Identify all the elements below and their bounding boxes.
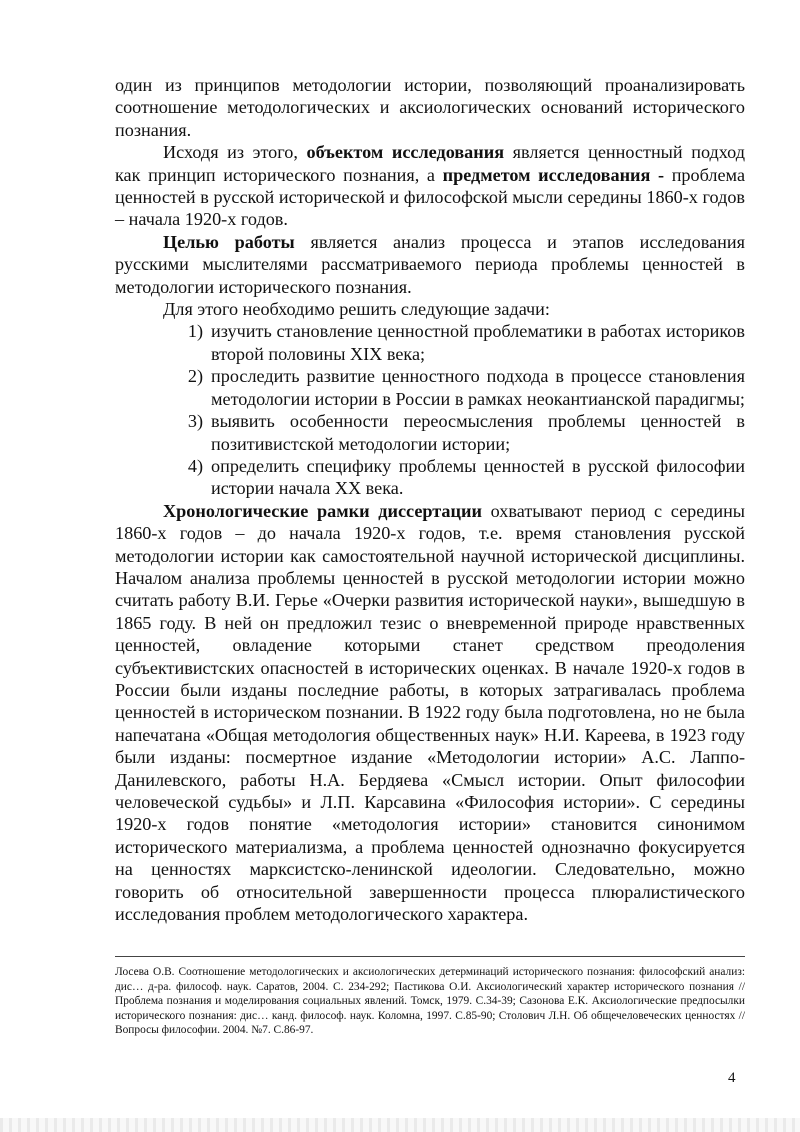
scan-edge-band: [0, 1118, 800, 1132]
body-text: [115, 74, 745, 925]
list-item: [173, 410, 745, 455]
footnote-separator: [115, 956, 745, 957]
list-item: [173, 320, 745, 365]
page-number: 4: [728, 1070, 736, 1086]
object-definition: является ценностный подход как принцип исторического познания, а: [115, 142, 746, 185]
object-term: объектом исследования: [306, 142, 505, 163]
tasks-list: [115, 320, 745, 499]
paragraph-object-subject: [115, 141, 745, 231]
tasks-intro: [115, 298, 745, 320]
goal-definition: является анализ процесса и этапов исследования русскими мыслителями рассматриваемого периода проблемы ценностей в методологии исторического познания.: [115, 231, 745, 297]
list-item-number: 3): [187, 411, 203, 432]
paragraph-chronology: [115, 500, 745, 926]
list-item-text: проследить развитие ценностного подхода в процессе становления методологии истории в России в рамках неокантианской парадигмы;: [211, 366, 745, 409]
list-item-text: изучить становление ценностной проблематики в работах историков второй половины XIX века;: [211, 321, 745, 364]
list-item-text: выявить особенности переосмысления проблемы ценностей в позитивистской методологии истории;: [211, 411, 745, 454]
list-item-text: определить специфику проблемы ценностей в русской философии истории начала XX века.: [211, 455, 745, 499]
chronology-term: Хронологические рамки диссертации: [163, 500, 482, 521]
paragraph-goal: [115, 231, 745, 298]
paragraph-intro-text: один из принципов методологии истории, позволяющий проанализировать соотношение методологических и аксиологических оснований исторического познания.: [115, 75, 745, 140]
paragraph-intro-continuation: [115, 74, 745, 141]
goal-term: Целью работы: [163, 231, 295, 252]
list-item-number: 4): [187, 455, 203, 476]
subject-term: предметом исследования -: [442, 164, 665, 185]
list-item-number: 1): [187, 321, 203, 342]
object-lead-in: Исходя из этого,: [163, 142, 298, 163]
footnote: Лосева О.В. Соотношение методологических и аксиологических детерминаций исторического познания: философский анализ: дис… д-ра. философ. наук. Саратов, 2004. С. 234-292; Пастикова О.И. Аксиологический характер исторического познания // Проблема познания и моделирования социальных явлений. Томск, 1979. С.34-39; Сазонова Е.К. Аксиологические предпосылки исторического познания: дис… канд. философ. наук. Коломна, 1997. С.85-90; Столович Л.Н. Об общечеловеческих ценностях // Вопросы философии. 2004. №7. С.86-97.: [115, 966, 745, 1037]
list-item: [173, 455, 745, 500]
list-item-number: 2): [187, 366, 203, 387]
list-item: [173, 365, 745, 410]
subject-definition: проблема ценностей в русской исторической и философской мысли середины 1860-х годов – начала 1920-х годов.: [115, 164, 746, 230]
tasks-intro-text: Для этого необходимо решить следующие задачи:: [163, 299, 550, 320]
chronology-text: охватывают период с середины 1860-х годов – до начала 1920-х годов, т.е. время становления русской методологии истории как самостоятельной научной исторической дисциплины. Началом анализа проблемы ценностей в русской методологии истории можно считать работу В.И. Герье «Очерки развития исторической науки», вышедшую в 1865 году. В ней он предложил тезис о вневременной природе нравственных ценностей, овладение которыми станет средством преодоления субъективистских опасностей в исторических оценках. В начале 1920-х годов в России были изданы последние работы, в которых затрагивалась проблема ценностей в историческом познании. В 1922 году была подготовлена, но не была напечатана «Общая методология общественных наук» Н.И. Кареева, в 1923 году были изданы: посмертное издание «Методологии истории» А.С. Лаппо-Данилевского, работы Н.А. Бердяева «Смысл истории. Опыт философии человеческой судьбы» и Л.П. Карсавина «Философия истории». С середины 1920-х годов понятие «методология истории» становится синонимом исторического материализма, а проблема ценностей однозначно фокусируется на ценностях марксистско-ленинской идеологии. Следовательно, можно говорить об относительной завершенности процесса плюралистического исследования проблем методологического характера.: [115, 500, 746, 925]
